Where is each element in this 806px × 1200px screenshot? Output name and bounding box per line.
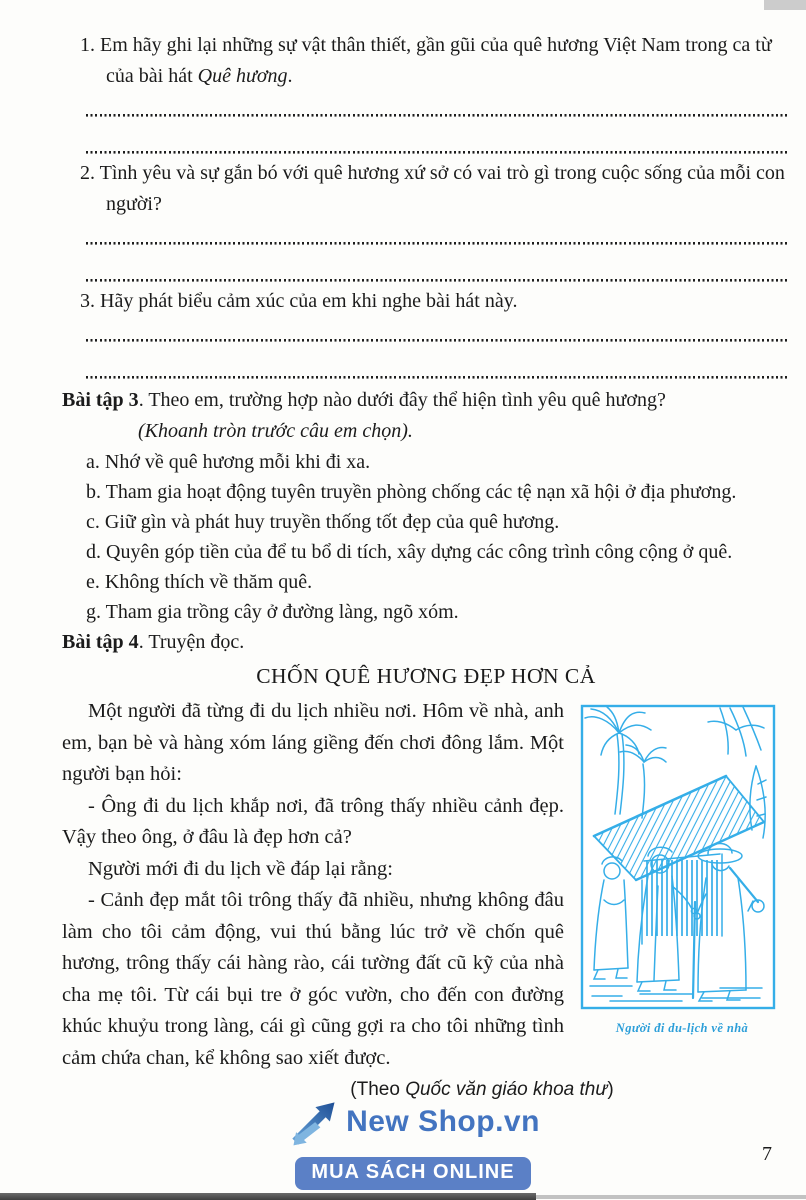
- exercise-3-instruction: (Khoanh tròn trước câu em chọn).: [138, 420, 413, 442]
- answer-line: [86, 117, 790, 154]
- question-2-answer-area: [86, 220, 790, 282]
- option-e-text: Không thích về thăm quê.: [104, 571, 313, 593]
- exercise-4-title: . Truyện đọc.: [138, 631, 245, 653]
- option-c: [86, 507, 790, 537]
- exercise-4-heading: [62, 627, 790, 658]
- story-paragraph: - Cảnh đẹp mắt tôi trông thấy đã nhiều, nhưng không đâu làm cho tôi cảm động, vui thú bằng lúc trở về chốn quê hương, trông thấy cái hàng rào, cái tường đất cũ kỹ của nhà cha mẹ tôi. Từ cái bụi tre ở góc vườn, cho đến con đường khúc khuỷu trong làng, cái gì cũng gợi ra cho tôi những tình cảm chứa chan, kể không sao xiết được.: [62, 889, 564, 1069]
- illustration-caption: Người đi du-lịch về nhà: [615, 1021, 749, 1035]
- answer-line: [86, 245, 790, 282]
- story-section: [62, 696, 790, 1074]
- question-3-text: Hãy phát biểu cảm xúc của em khi nghe bài hát này.: [100, 290, 518, 312]
- newshop-arrows-icon: [286, 1089, 342, 1155]
- story-text-column: [62, 696, 564, 1074]
- option-d: [86, 537, 790, 567]
- option-e: [86, 567, 790, 597]
- answer-line: [86, 342, 790, 379]
- illustration-column: [580, 696, 784, 1074]
- question-3-answer-area: [86, 317, 790, 379]
- question-1: [80, 30, 790, 92]
- story-paragraph: Người mới đi du lịch về đáp lại rằng:: [88, 857, 393, 880]
- option-g-text: Tham gia trồng cây ở đường làng, ngõ xóm.: [105, 601, 459, 623]
- scan-corner-mark: [764, 0, 806, 10]
- attribution-suffix: ): [607, 1079, 614, 1100]
- option-c-letter: c.: [86, 511, 100, 533]
- question-1-answer-area: [86, 92, 790, 154]
- exercise-4-label: Bài tập 4: [62, 631, 139, 653]
- brand-row: [286, 1089, 540, 1155]
- story-paragraph: Một người đã từng đi du lịch nhiều nơi. Hôm về nhà, anh em, bạn bè và hàng xóm láng giềng đến chơi đông lắm. Một người bạn hỏi:: [62, 700, 564, 785]
- option-a-text: Nhớ về quê hương mỗi khi đi xa.: [104, 451, 371, 473]
- question-1-text: Em hãy ghi lại những sự vật thân thiết, gần gũi của quê hương Việt Nam trong ca từ của bài hát: [100, 34, 772, 87]
- question-2-number: 2.: [80, 162, 95, 184]
- attribution-source: Quốc văn giáo khoa thư: [405, 1079, 608, 1100]
- attribution-prefix: (Theo: [350, 1079, 406, 1100]
- option-e-letter: e.: [86, 571, 100, 593]
- brand-name: New Shop.vn: [346, 1105, 540, 1138]
- option-a-letter: a.: [86, 451, 100, 473]
- exercise-3-label: Bài tập 3: [62, 389, 139, 411]
- question-1-song-title: Quê hương: [197, 65, 288, 87]
- story-paragraph: - Ông đi du lịch khắp nơi, đã trông thấy nhiều cảnh đẹp. Vậy theo ông, ở đâu là đẹp hơn cả?: [62, 794, 564, 848]
- answer-line: [86, 220, 790, 245]
- brand-tagline-badge: MUA SÁCH ONLINE: [295, 1157, 530, 1190]
- question-1-period: .: [287, 65, 293, 87]
- village-illustration: [580, 704, 776, 1010]
- exercise-3-heading: [62, 385, 790, 416]
- question-2: [80, 158, 790, 220]
- option-g-letter: g.: [86, 601, 101, 623]
- option-d-text: Quyên góp tiền của để tu bổ di tích, xây dựng các công trình công cộng ở quê.: [106, 541, 733, 563]
- option-b-text: Tham gia hoạt động tuyên truyền phòng chống các tệ nạn xã hội ở địa phương.: [105, 481, 737, 503]
- question-3-number: 3.: [80, 290, 95, 312]
- scan-edge-shadow: [0, 1193, 536, 1200]
- option-b: [86, 477, 790, 507]
- answer-line: [86, 317, 790, 342]
- option-b-letter: b.: [86, 481, 101, 503]
- option-d-letter: d.: [86, 541, 101, 563]
- exercise-3-title: . Theo em, trường hợp nào dưới đây thể hiện tình yêu quê hương?: [138, 389, 666, 411]
- option-c-text: Giữ gìn và phát huy truyền thống tốt đẹp của quê hương.: [104, 511, 560, 533]
- story-title: CHỐN QUÊ HƯƠNG ĐẸP HƠN CẢ: [256, 664, 596, 688]
- scan-edge-shadow-light: [536, 1195, 806, 1199]
- page-number: 7: [762, 1143, 772, 1165]
- question-3: [80, 286, 790, 317]
- option-a: [86, 447, 790, 477]
- option-g: [86, 597, 790, 627]
- question-2-text: Tình yêu và sự gắn bó với quê hương xứ sở có vai trò gì trong cuộc sống của mỗi con người?: [99, 162, 785, 215]
- answer-line: [86, 92, 790, 117]
- question-1-number: 1.: [80, 34, 95, 56]
- newshop-watermark: [283, 1089, 543, 1190]
